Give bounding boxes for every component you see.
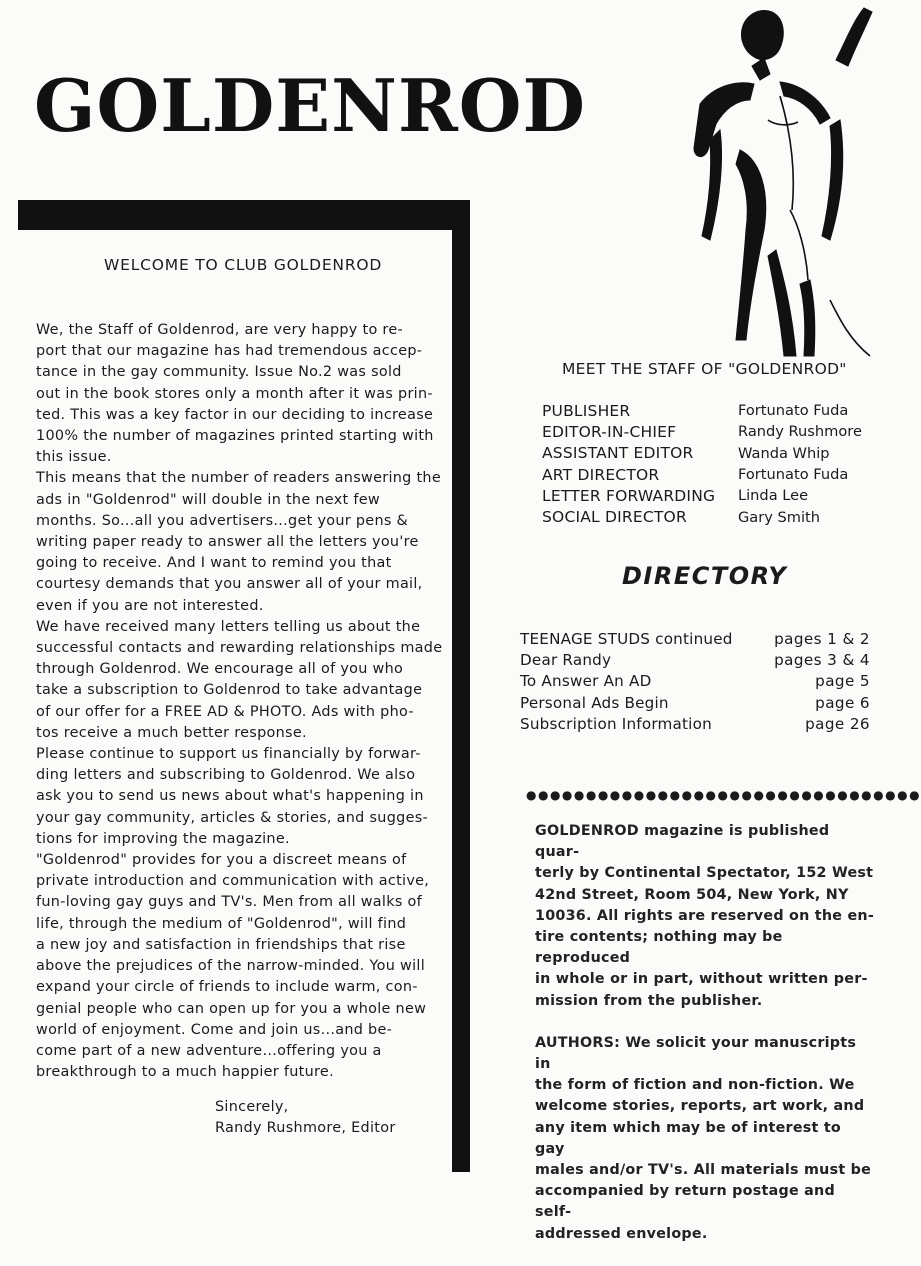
letter-paragraph: We, the Staff of Goldenrod, are very happy to re- port that our magazine has had tremendous accep- tance in the gay community. Issue No.2 was sold out in the book stores only a month after it was prin- ted. This was a key factor in our deciding to increase 100% the number of magazines printed starting with this issue. — [36, 322, 434, 466]
staff-row — [542, 421, 882, 442]
staff-list — [542, 400, 882, 528]
masthead-title: GOLDENROD — [34, 63, 586, 148]
publication-notice: GOLDENROD magazine is published quar- terly by Continental Spectator, 152 West 42nd Street, Room 504, New York, NY 10036. All rights are reserved on the en- tire contents; nothing may be reproduced in whole or in part, without written per- mission from the publisher. — [535, 823, 875, 1009]
staff-name: Linda Lee — [738, 487, 809, 505]
staff-name: Wanda Whip — [738, 444, 830, 462]
staff-name: Randy Rushmore — [738, 423, 862, 441]
staff-row — [542, 506, 882, 527]
staff-name: Gary Smith — [738, 508, 821, 526]
staff-role: ASSISTANT EDITOR — [542, 444, 694, 463]
figure-illustration — [680, 0, 880, 360]
directory-entry — [520, 671, 870, 692]
staff-role: PUBLISHER — [542, 401, 631, 420]
directory-entry-name: Personal Ads Begin — [520, 693, 669, 712]
directory-entry — [520, 692, 870, 713]
directory-entry-name: To Answer An AD — [520, 672, 652, 691]
staff-heading: MEET THE STAFF OF "GOLDENROD" — [562, 360, 847, 378]
staff-row — [542, 443, 882, 464]
letter-paragraph: We have received many letters telling us about the successful contacts and rewarding relationships made through Goldenrod. We encourage all of you who take a subscription to Goldenrod to take advantage of our offer for a FREE AD & PHOTO. Ads with pho- tos receive a much better response. — [36, 618, 443, 741]
dotted-divider: ●●●●●●●●●●●●●●●●●●●●●●●●●●●●●●●●● — [526, 788, 921, 802]
staff-name: Fortunato Fuda — [738, 466, 849, 484]
letter-signoff: Sincerely, Randy Rushmore, Editor — [215, 1099, 396, 1137]
directory-list — [520, 628, 870, 734]
directory-entry-name: Dear Randy — [520, 650, 612, 669]
directory-entry-page: pages 3 & 4 — [774, 650, 870, 669]
directory-entry — [520, 649, 870, 670]
directory-entry-name: Subscription Information — [520, 714, 712, 733]
directory-entry — [520, 713, 870, 734]
letter-paragraph: Please continue to support us financially by forwar- ding letters and subscribing to Goldenrod. We also ask you to send us news about what's happening in your gay community, articles & stories, and sugges- tions for improving the magazine. — [36, 746, 429, 847]
staff-role: ART DIRECTOR — [542, 465, 660, 484]
staff-row — [542, 464, 882, 485]
letter-paragraph: This means that the number of readers answering the ads in "Goldenrod" will double in the next few months. So...all you advertisers...get your pens & writing paper ready to answer all the letters you're going to receive. And I want to remind you that courtesy demands that you answer all of your mail, even if you are not interested. — [36, 470, 442, 614]
staff-role: LETTER FORWARDING — [542, 486, 716, 505]
authors-notice: AUTHORS: We solicit your manuscripts in the form of fiction and non-fiction. We welcome stories, reports, art work, and any item which may be of interest to gay males and/or TV's. All materials must be accompanied by return postage and self- addressed envelope. — [535, 1034, 872, 1242]
staff-role: SOCIAL DIRECTOR — [542, 508, 687, 527]
staff-role: EDITOR-IN-CHIEF — [542, 422, 677, 441]
frame-top-bar — [18, 200, 470, 230]
welcome-letter — [36, 320, 460, 1083]
directory-entry-page: page 5 — [815, 672, 870, 691]
directory-entry-page: page 26 — [805, 714, 870, 733]
info-block — [535, 821, 875, 1266]
directory-entry — [520, 628, 870, 649]
directory-entry-page: pages 1 & 2 — [774, 629, 870, 648]
directory-heading: DIRECTORY — [622, 562, 788, 590]
staff-row — [542, 485, 882, 506]
staff-name: Fortunato Fuda — [738, 402, 849, 420]
letter-paragraph: "Goldenrod" provides for you a discreet means of private introduction and communication with active, fun-loving gay guys and TV's. Men from all walks of life, through the medium of "Goldenrod", will find a new joy and satisfaction in friendships that rise above the prejudices of the narrow-minded. You will expand your circle of friends to include warm, con- genial people who can open up for you a whole new world of enjoyment. Come and join us...and be- come part of a new adventure...offering you a breakthrough to a much happier future. — [36, 852, 430, 1081]
welcome-heading: WELCOME TO CLUB GOLDENROD — [104, 256, 383, 274]
staff-row — [542, 400, 882, 421]
directory-entry-name: TEENAGE STUDS continued — [520, 629, 733, 648]
directory-entry-page: page 6 — [815, 693, 870, 712]
